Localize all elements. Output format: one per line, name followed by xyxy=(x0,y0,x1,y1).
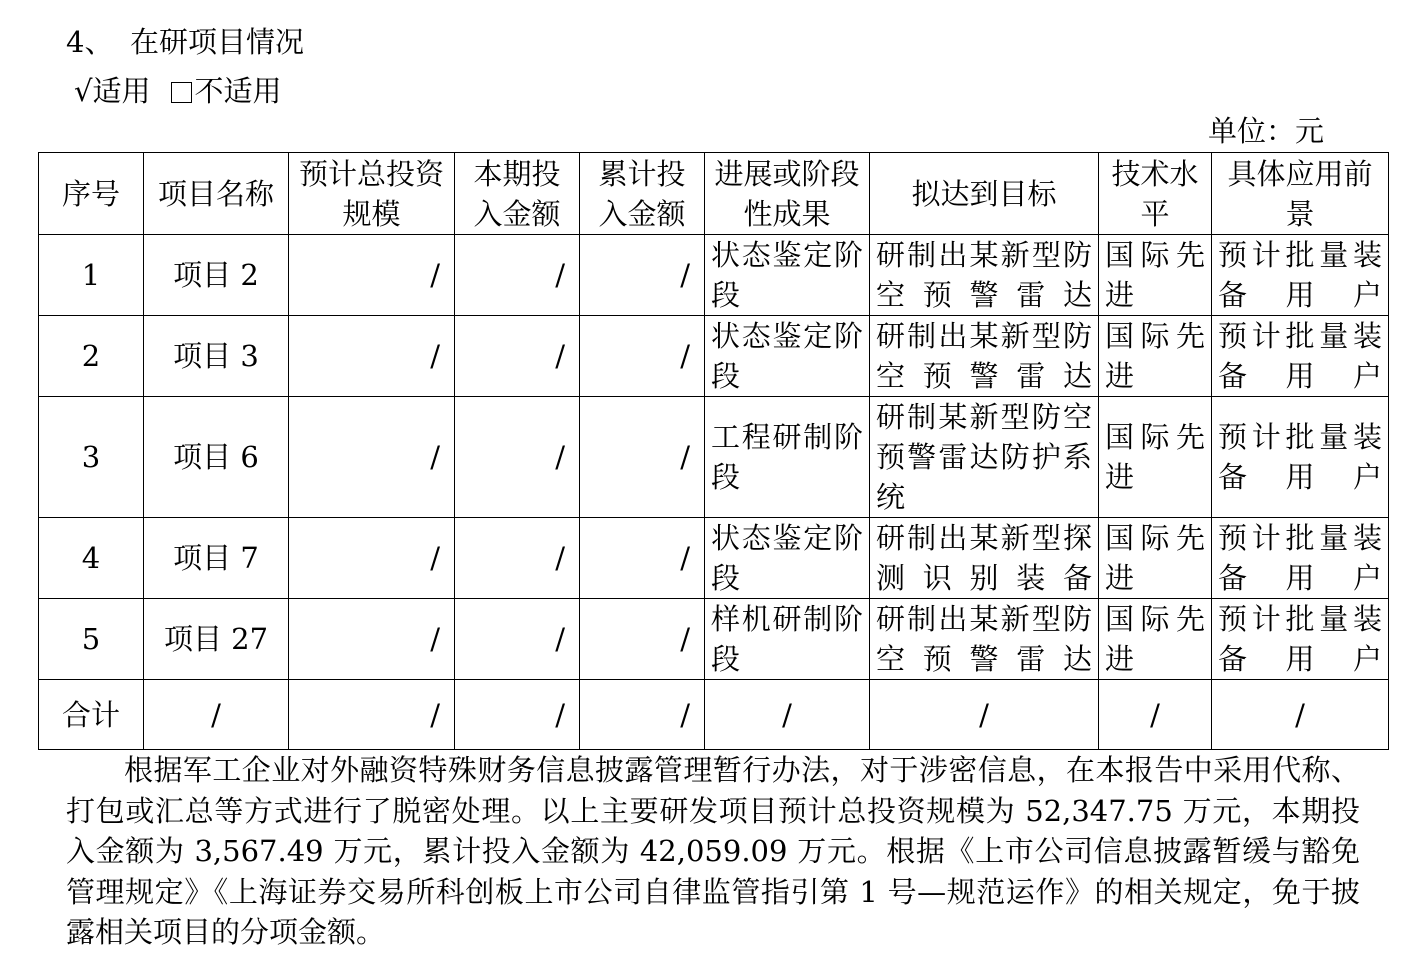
total-goal: / xyxy=(870,680,1099,750)
section-number: 4、 xyxy=(66,25,114,59)
row-current: / xyxy=(455,397,580,518)
row-name: 项目 27 xyxy=(144,599,289,680)
table-row xyxy=(39,235,1389,316)
row-progress: 工程研制阶段 xyxy=(705,397,870,518)
row-level: 国际先进 xyxy=(1099,397,1212,518)
row-progress: 状态鉴定阶段 xyxy=(705,518,870,599)
header-tech-level: 技术水平 xyxy=(1099,153,1212,235)
row-current: / xyxy=(455,316,580,397)
row-level: 国际先进 xyxy=(1099,235,1212,316)
total-cumulative: / xyxy=(580,680,705,750)
row-goal: 研制某新型防空预警雷达防护系统 xyxy=(870,397,1099,518)
section-heading xyxy=(66,22,304,62)
row-total: / xyxy=(289,316,455,397)
row-cumulative: / xyxy=(580,235,705,316)
header-name: 项目名称 xyxy=(144,153,289,235)
total-progress: / xyxy=(705,680,870,750)
row-cumulative: / xyxy=(580,518,705,599)
row-prospect: 预计批量装备用户 xyxy=(1212,316,1389,397)
row-total: / xyxy=(289,235,455,316)
row-cumulative: / xyxy=(580,397,705,518)
table-row xyxy=(39,397,1389,518)
row-level: 国际先进 xyxy=(1099,599,1212,680)
section-title: 在研项目情况 xyxy=(130,25,305,59)
row-progress: 样机研制阶段 xyxy=(705,599,870,680)
row-no: 5 xyxy=(39,599,144,680)
total-level: / xyxy=(1099,680,1212,750)
row-level: 国际先进 xyxy=(1099,316,1212,397)
row-no: 1 xyxy=(39,235,144,316)
header-goal: 拟达到目标 xyxy=(870,153,1099,235)
table-row xyxy=(39,518,1389,599)
table-row xyxy=(39,316,1389,397)
disclosure-note: 根据军工企业对外融资特殊财务信息披露管理暂行办法，对于涉密信息，在本报告中采用代称、打包或汇总等方式进行了脱密处理。以上主要研发项目预计总投资规模为 52,347.75 万元，本期投入金额为 3,567.49 万元，累计投入金额为 42,059.09 万元。根据《上市公司信息披露暂缓与豁免管理规定》《上海证券交易所科创板上市公司自律监管指引第 1 号—规范运作》的相关规定，免于披露相关项目的分项金额。 xyxy=(66,753,1360,949)
check-mark-icon: √ xyxy=(74,74,93,108)
row-progress: 状态鉴定阶段 xyxy=(705,316,870,397)
header-total-investment: 预计总投资规模 xyxy=(289,153,455,235)
header-prospect: 具体应用前景 xyxy=(1212,153,1389,235)
row-total: / xyxy=(289,397,455,518)
table-row xyxy=(39,599,1389,680)
table-total-row xyxy=(39,680,1389,750)
row-name: 项目 2 xyxy=(144,235,289,316)
unit-label: 单位：元 xyxy=(1208,114,1325,148)
row-current: / xyxy=(455,599,580,680)
applicable-label: 适用 xyxy=(92,74,151,108)
row-goal: 研制出某新型防空预警雷达 xyxy=(870,235,1099,316)
total-prospect: / xyxy=(1212,680,1389,750)
row-goal: 研制出某新型防空预警雷达 xyxy=(870,316,1099,397)
not-applicable-label: 不适用 xyxy=(194,74,282,108)
empty-checkbox-icon xyxy=(171,82,192,103)
row-name: 项目 3 xyxy=(144,316,289,397)
row-prospect: 预计批量装备用户 xyxy=(1212,518,1389,599)
total-label: 合计 xyxy=(39,680,144,750)
row-name: 项目 6 xyxy=(144,397,289,518)
total-name: / xyxy=(144,680,289,750)
header-cumulative-investment: 累计投入金额 xyxy=(580,153,705,235)
row-progress: 状态鉴定阶段 xyxy=(705,235,870,316)
applicability-options xyxy=(74,71,282,111)
row-total: / xyxy=(289,599,455,680)
row-name: 项目 7 xyxy=(144,518,289,599)
row-goal: 研制出某新型防空预警雷达 xyxy=(870,599,1099,680)
row-total: / xyxy=(289,518,455,599)
header-current-investment: 本期投入金额 xyxy=(455,153,580,235)
total-current: / xyxy=(455,680,580,750)
row-prospect: 预计批量装备用户 xyxy=(1212,599,1389,680)
row-prospect: 预计批量装备用户 xyxy=(1212,235,1389,316)
total-total: / xyxy=(289,680,455,750)
row-level: 国际先进 xyxy=(1099,518,1212,599)
row-current: / xyxy=(455,235,580,316)
header-progress: 进展或阶段性成果 xyxy=(705,153,870,235)
row-prospect: 预计批量装备用户 xyxy=(1212,397,1389,518)
row-no: 3 xyxy=(39,397,144,518)
row-no: 2 xyxy=(39,316,144,397)
research-projects-table xyxy=(38,152,1389,750)
table-header-row xyxy=(39,153,1389,235)
row-goal: 研制出某新型探测识别装备 xyxy=(870,518,1099,599)
row-cumulative: / xyxy=(580,316,705,397)
header-no: 序号 xyxy=(39,153,144,235)
row-cumulative: / xyxy=(580,599,705,680)
row-current: / xyxy=(455,518,580,599)
row-no: 4 xyxy=(39,518,144,599)
